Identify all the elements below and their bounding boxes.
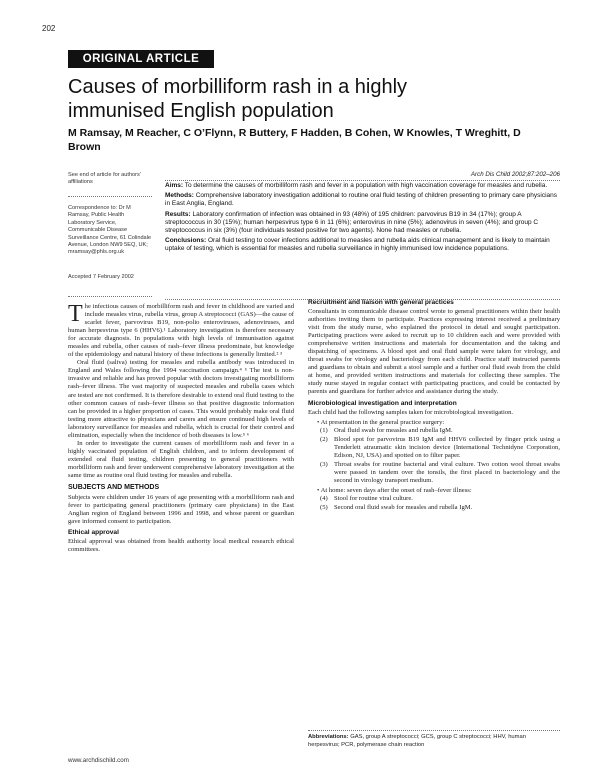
- item-number: (4): [320, 494, 328, 502]
- item-number: (1): [320, 426, 328, 434]
- author-list: M Ramsay, M Reacher, C O’Flynn, R Buttery, F Hadden, B Cohen, W Knowles, T Wreghitt, D Brown: [68, 127, 521, 153]
- abstract-top-rule: [165, 180, 560, 181]
- abstract-conclusions: [165, 237, 560, 253]
- list-item: [320, 504, 560, 512]
- left-column: [68, 303, 294, 554]
- correspondence: Correspondence to: Dr M Ramsay, Public Health Laboratory Service, Communicable Disease Surveillance Centre, 61 Colindale Avenue, London NW9 5EQ, UK; mramsay@phls.org.uk: [68, 205, 152, 256]
- abstract-methods: [165, 192, 560, 208]
- intro-paragraph-2: Oral fluid (saliva) testing for measles and rubella antibody was introduced in England and Wales following the 1994 vaccination campaign.⁴ ⁵ The test is non-invasive and reliable and has proved popular with doctors investigating morbilliform rash–fever illness. The vast majority of suspected measles and rubella cases which are tested are not confirmed. It is therefore desirable to extend oral fluid testing to the other common causes of rash–fever illness so that positive diagnostic information can be provided in a higher proportion of cases. This would probably make oral fluid testing more attractive to physicians and carers and ensure continued high levels of laboratory surveillance for measles and rubella, which is crucial for their control and elimination, especially when the incidence of both diseases is low.⁵ ⁶: [68, 359, 294, 439]
- aims-label: Aims:: [165, 182, 184, 189]
- right-column: [308, 299, 560, 513]
- abbreviations: [308, 734, 558, 749]
- methods-label: Methods:: [165, 192, 194, 200]
- page-number: 202: [42, 24, 56, 33]
- accepted-date: Accepted 7 February 2002: [68, 274, 134, 280]
- aims-text: To determine the causes of morbilliform rash and fever in a population with high vaccination coverage for measles and rubella.: [184, 182, 548, 189]
- side-divider: [68, 196, 152, 197]
- conclusions-label: Conclusions:: [165, 237, 207, 245]
- abbrev-rule: [308, 730, 560, 731]
- methods-text: Comprehensive laboratory investigation additional to routine oral fluid testing of children presenting to primary care physicians in East Anglia, England.: [165, 192, 558, 208]
- recruitment-heading: Recruitment and liaison with general practices: [308, 299, 454, 306]
- intro-paragraph-3: In order to investigate the current causes of morbilliform rash and fever in a highly vaccinated population of English children, and to inform development of extended oral fluid testing, children presenting to general practitioners with morbilliform rash and fever underwent comprehensive laboratory investigation at the same time as routine oral fluid testing for measles and rubella.: [68, 439, 294, 479]
- abbrev-label: Abbreviations:: [308, 734, 349, 740]
- article-type-banner: ORIGINAL ARTICLE: [68, 50, 214, 68]
- list-item: [320, 461, 560, 485]
- citation: Arch Dis Child 2002;87:202–206: [470, 171, 560, 178]
- item-number: (5): [320, 504, 328, 512]
- micro-heading: Microbiological investigation and interpretation: [308, 399, 457, 407]
- item-text: Second oral fluid swab for measles and rubella IgM.: [334, 504, 473, 512]
- bullet-home: • At home: seven days after the onset of rash–fever illness:: [317, 486, 472, 494]
- results-label: Results:: [165, 210, 191, 218]
- conclusions-text: Oral fluid testing to cover infections additional to measles and rubella aids clinical management and is likely to maintain uptake of testing, which is essential for measles and rubella surveillance in highly immunised low incidence populations.: [165, 237, 550, 253]
- article-title: Causes of morbilliform rash in a highly immunised English population: [68, 76, 408, 122]
- item-number: (3): [320, 460, 328, 468]
- subjects-heading: SUBJECTS AND METHODS: [68, 484, 160, 492]
- list-item: [320, 436, 560, 460]
- intro-paragraph-1: [68, 303, 294, 359]
- abstract-aims: [165, 182, 560, 190]
- ethical-heading: Ethical approval: [68, 528, 119, 536]
- item-text: Oral fluid swab for measles and rubella IgM.: [334, 426, 453, 434]
- abstract-results: [165, 211, 560, 236]
- affiliations-note: See end of article for authors’ affiliations: [68, 172, 141, 186]
- bullet-surgery: • At presentation in the general practice surgery:: [317, 418, 445, 426]
- subjects-paragraph: Subjects were children under 16 years of age presenting with a morbilliform rash and fever to participating general practitioners (primary care physicians) in the East Anglian region of England between 1996 and 1998, and whose parent or guardian gave informed consent to participation.: [68, 493, 294, 525]
- item-text: Stool for routine viral culture.: [334, 494, 413, 502]
- micro-paragraph: Each child had the following samples taken for microbiological investigation.: [308, 408, 514, 416]
- list-item: [320, 495, 560, 503]
- ethical-paragraph: Ethical approval was obtained from health authority local medical research ethical committees.: [68, 537, 294, 553]
- item-text: Blood spot for parvovirus B19 IgM and HHV6 collected by finger prick using a Tenderlett atraumatic skin incision device (International Technidyne Corporation, Edison, NJ, USA) and spotted on to filter paper.: [334, 435, 560, 459]
- drop-cap: T: [68, 301, 83, 327]
- abbrev-text: GAS, group A streptococci; GCS, group C streptococci; HHV, human herpesvirus; PCR, polymerase chain reaction: [308, 734, 526, 748]
- item-number: (2): [320, 435, 328, 443]
- abstract: [165, 182, 560, 256]
- side-divider-2: [68, 296, 152, 297]
- journal-url[interactable]: www.archdischild.com: [68, 757, 129, 764]
- results-text: Laboratory confirmation of infection was obtained in 93 (48%) of 195 children: parvovirus B19 in 34 (17%); group A streptococcus in 30 (15%); human herpesvirus type 6 in 11 (6%); enterovirus in nine (5%); adenovirus in seven (4%); and group C streptococcus in six (3%) (four individuals tested positive for two agents). None had measles or rubella.: [165, 210, 539, 235]
- list-item: [320, 427, 560, 435]
- intro-text-1: he infectious causes of morbilliform rash and fever in childhood are varied and include measles virus, rubella virus, group A streptococci (GAS)—the cause of scarlet fever, parvovirus B19, non-polio enteroviruses, adenoviruses, and human herpesvirus type 6 (HHV6).¹ Laboratory investigation is therefore necessary for accurate diagnosis. In populations with high levels of immunisation against measles and rubella, other causes of rash–fever illness predominate, but knowledge of the epidemiology and natural history of these infections is generally limited.² ³: [68, 303, 294, 359]
- recruitment-paragraph: Consultants in communicable disease control wrote to general practitioners within their health authorities inviting them to participate. Practices expressing interest received a preliminary visit from the study nurse, who explained the protocol in detail and sought participation. Participating practices were asked to recruit up to 10 children each and were provided with comprehensive written instructions and materials for documentation and the taking and dispatching of specimens. A blood spot and oral fluid sample were taken for virology, and throat swabs for virology and bacteriology from each child. Practice staff instructed parents and guardians to obtain and submit a stool sample and a further oral fluid swab from the child at home, and provided written instructions and materials for collecting these samples. The study nurse stayed in regular contact with participating practices, and could be contacted by parents and guardians for further advice and assistance during the study.: [308, 308, 560, 396]
- item-text: Throat swabs for routine bacterial and viral culture. Two cotton wool throat swabs were passed in tandem over the tonsils, the first placed in bacteriology and the second in virology transport medium.: [334, 460, 560, 484]
